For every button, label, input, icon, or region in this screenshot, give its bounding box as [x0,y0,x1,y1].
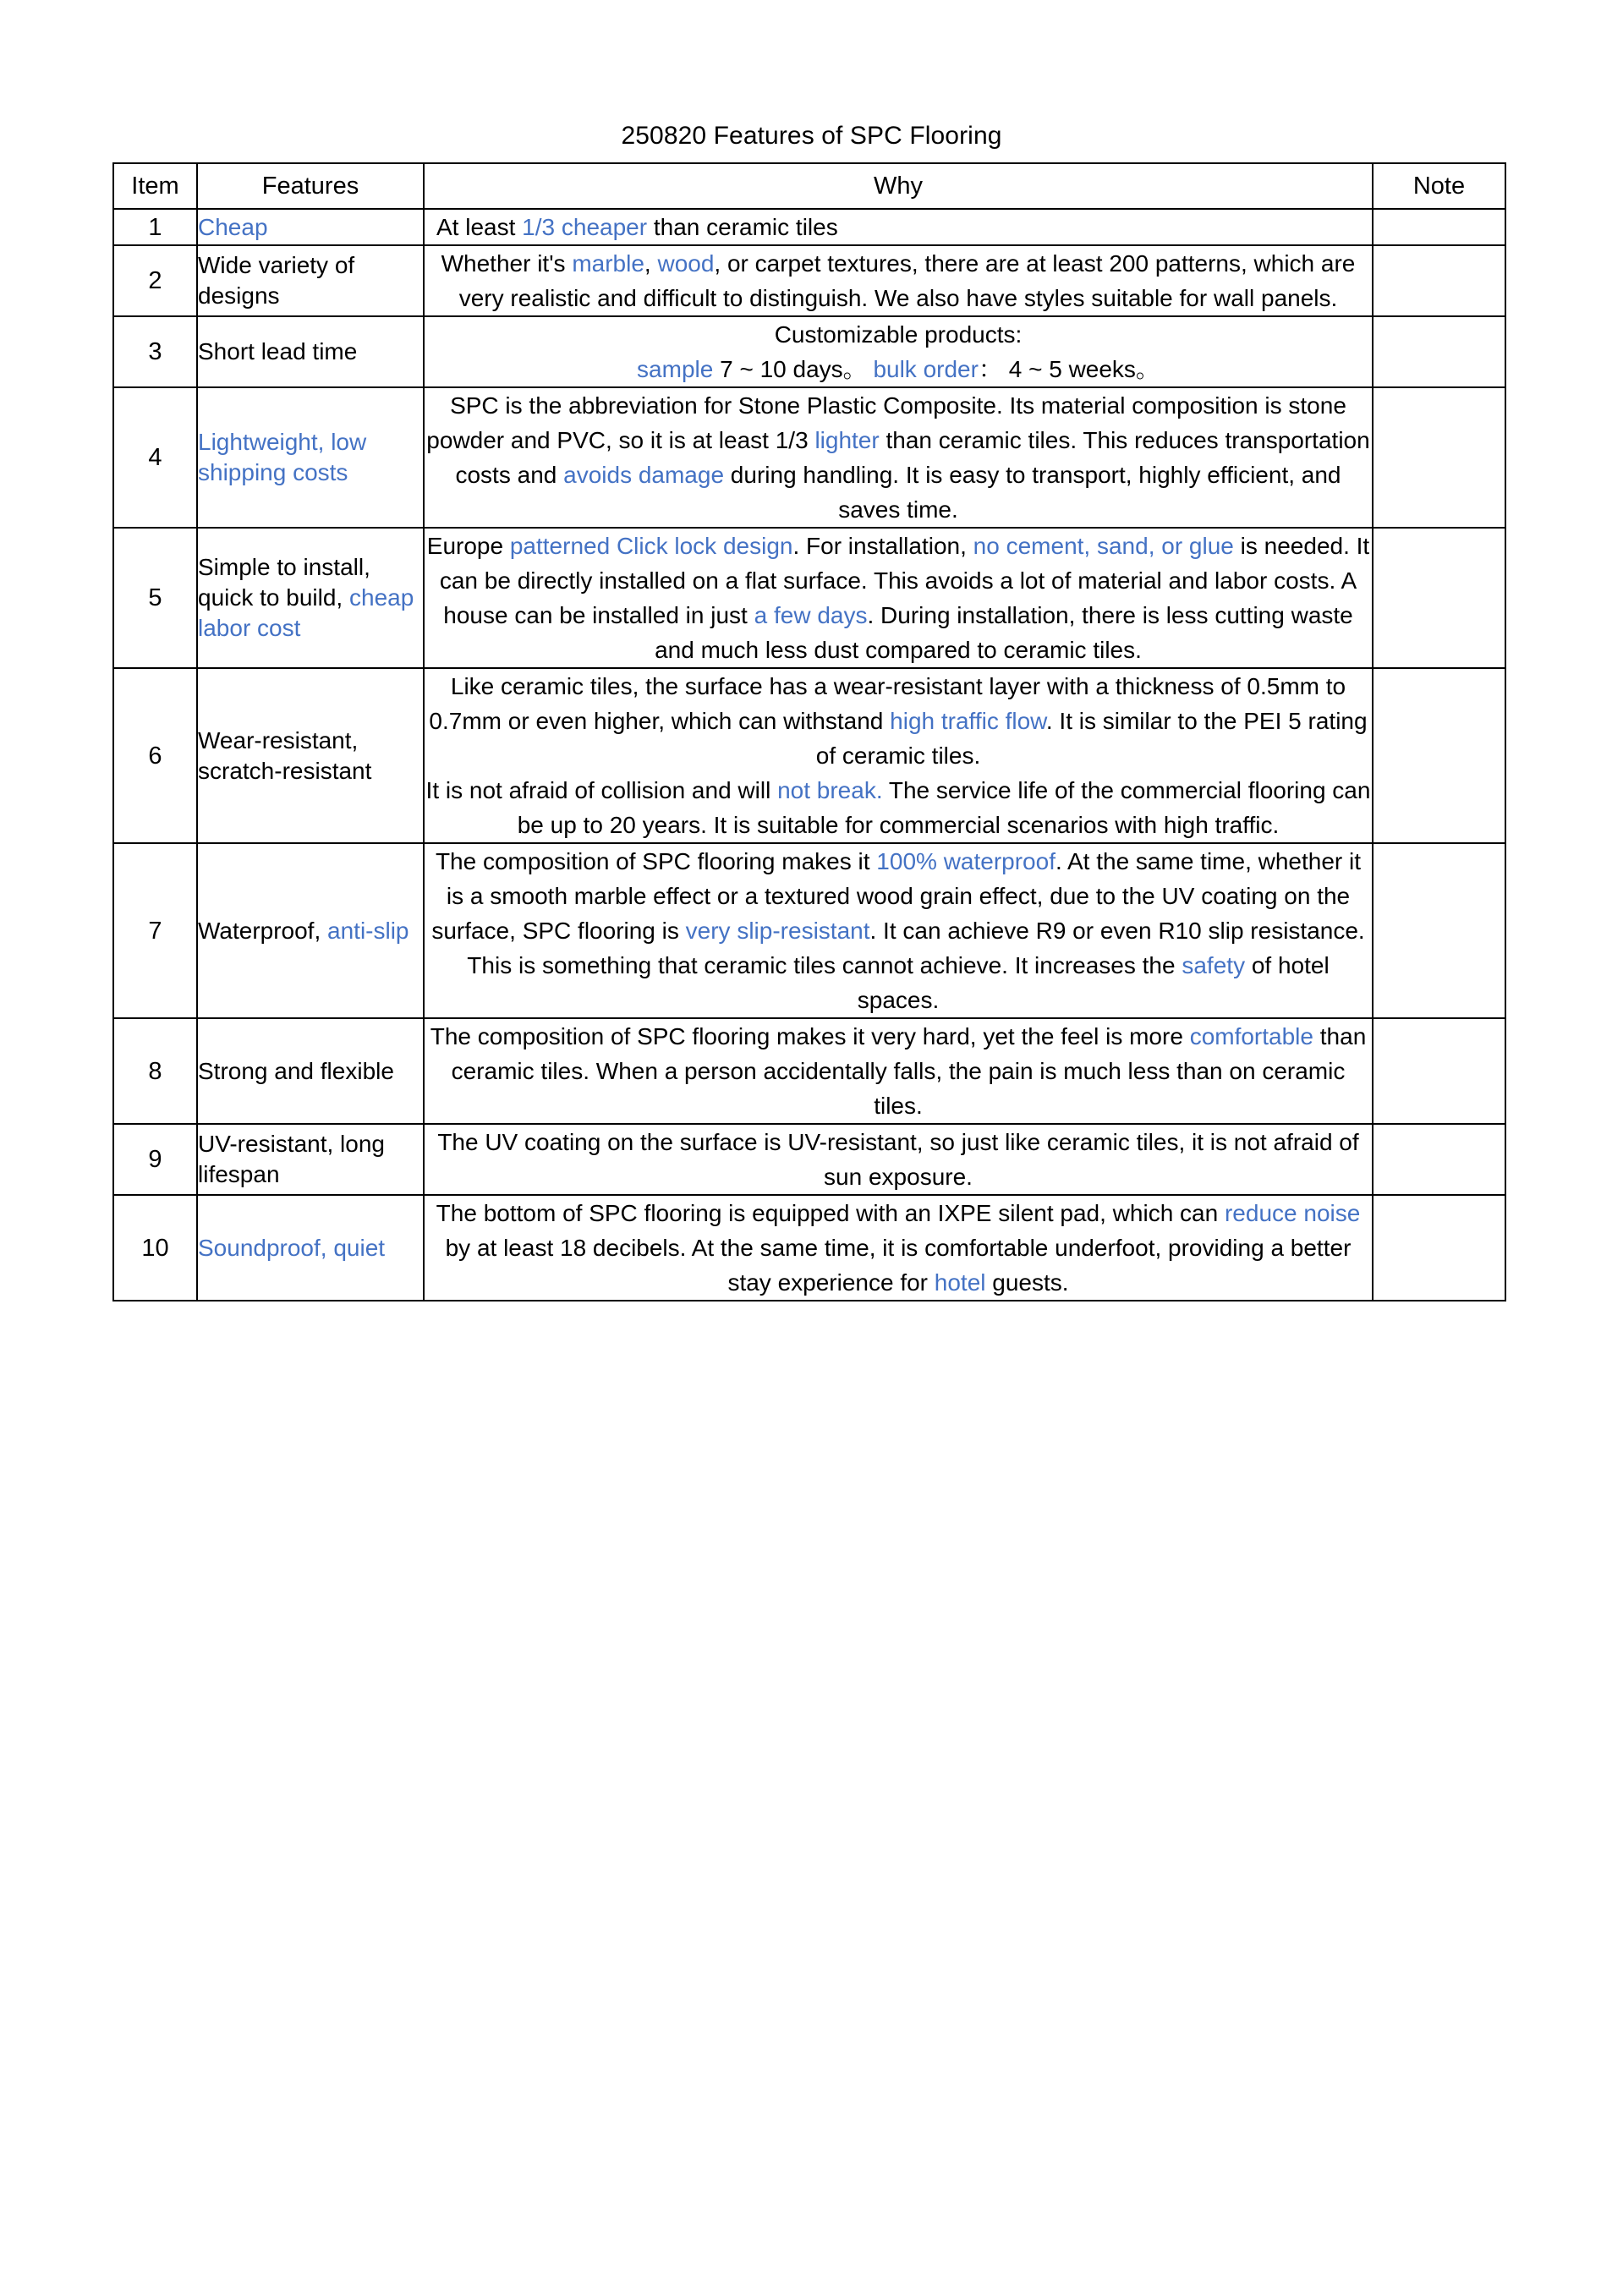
cell-why [424,1124,1373,1195]
body-text: than ceramic tiles. This reduces transportation costs and [455,427,1370,488]
cell-why [424,209,1373,245]
accent-text: comfortable [1189,1023,1313,1049]
column-header-features: Features [197,163,424,209]
cell-why [424,316,1373,387]
table-row [113,843,1505,1018]
accent-text: marble [572,250,644,277]
body-text: than ceramic tiles [647,214,838,240]
accent-text: reduce noise [1224,1200,1361,1226]
body-text: Simple to install, quick to build, [198,554,370,611]
why-paragraph [425,669,1372,773]
table-row [113,1124,1505,1195]
body-text: Customizable products: [774,321,1023,348]
body-text: The composition of SPC flooring makes it [435,848,877,874]
body-text: of hotel spaces. [857,952,1330,1013]
body-text: Waterproof, [198,917,328,944]
table-body [113,209,1505,1301]
accent-text: 100% waterproof [876,848,1055,874]
cell-feature [197,668,424,843]
cell-why [424,387,1373,528]
accent-text: bulk order [873,356,979,382]
accent-text: sample [637,356,714,382]
accent-text: lighter [814,427,880,453]
body-text: , or carpet textures, there are at least 200 patterns, which are very realistic and difficult to distinguish. We also have styles suitable for wall panels. [458,250,1356,311]
why-paragraph [425,352,1372,386]
cell-note [1373,209,1505,245]
body-text: Strong and flexible [198,1057,394,1084]
accent-text: hotel [934,1269,986,1296]
accent-text: Soundproof, quiet [198,1234,386,1261]
accent-text: Cheap [198,213,268,240]
cell-feature [197,245,424,316]
body-text: Whether it's [441,250,573,277]
table-row [113,209,1505,245]
cell-why [424,245,1373,316]
body-text: The service life of the commercial flooring can be up to 20 years. It is suitable for commercial scenarios with high traffic. [517,777,1371,838]
cell-feature [197,209,424,245]
body-text: . At the same time, whether it is a smooth marble effect or a textured wood grain effect, due to the UV coating on the surface, SPC flooring is [431,848,1362,944]
table-row [113,316,1505,387]
cell-feature [197,1124,424,1195]
accent-text: wood [657,250,715,277]
cell-note [1373,1018,1505,1124]
table-header-row [113,163,1505,209]
column-header-why: Why [424,163,1373,209]
cell-item: 4 [113,387,197,528]
cell-item: 1 [113,209,197,245]
cell-note [1373,316,1505,387]
body-text: is needed. It can be directly installed on a flat surface. This avoids a lot of material and labor costs. A house can be installed in just [439,533,1370,628]
accent-text: avoids damage [563,462,725,488]
cell-item: 6 [113,668,197,843]
cell-feature [197,528,424,668]
cell-note [1373,843,1505,1018]
cell-why [424,1195,1373,1301]
body-text: . For installation, [792,533,973,559]
body-text: ： 4 ~ 5 weeks。 [978,356,1160,382]
cell-why [424,843,1373,1018]
cell-note [1373,245,1505,316]
body-text: . It can achieve R9 or even R10 slip resistance. This is something that ceramic tiles cannot achieve. It increases the [467,918,1365,978]
accent-text: anti-slip [327,917,409,944]
accent-text: high traffic flow [890,708,1046,734]
cell-item: 8 [113,1018,197,1124]
table-row [113,668,1505,843]
accent-text: patterned Click lock design [509,533,793,559]
table-row [113,1018,1505,1124]
body-text: Like ceramic tiles, the surface has a wear-resistant layer with a thickness of 0.5mm to 0.7mm or even higher, which can withstand [429,673,1346,734]
body-text: Europe [426,533,510,559]
table-row [113,387,1505,528]
why-paragraph [425,317,1372,352]
cell-feature [197,316,424,387]
page-title: 250820 Features of SPC Flooring [621,122,1002,150]
body-text: , [644,250,658,277]
cell-feature [197,387,424,528]
body-text: Wide variety of designs [198,252,355,309]
cell-feature [197,843,424,1018]
cell-why [424,1018,1373,1124]
cell-item: 10 [113,1195,197,1301]
cell-item: 9 [113,1124,197,1195]
body-text: guests. [985,1269,1069,1296]
body-text: Wear-resistant, scratch-resistant [198,726,372,784]
accent-text: safety [1182,952,1246,978]
body-text: during handling. It is easy to transport, highly efficient, and saves time. [724,462,1341,523]
why-paragraph [425,773,1372,842]
cell-note [1373,1124,1505,1195]
cell-note [1373,387,1505,528]
cell-feature [197,1018,424,1124]
body-text: SPC is the abbreviation for Stone Plastic Composite. Its material composition is stone powder and PVC, so it is at least 1/3 [426,392,1346,453]
accent-text: very slip-resistant [685,918,870,944]
accent-text: a few days [754,602,868,628]
body-text: The UV coating on the surface is UV-resistant, so just like ceramic tiles, it is not afraid of sun exposure. [437,1129,1359,1190]
column-header-item: Item [113,163,197,209]
body-text: The composition of SPC flooring makes it very hard, yet the feel is more [430,1023,1190,1049]
accent-text: 1/3 cheaper [522,214,648,240]
cell-note [1373,528,1505,668]
accent-text: Lightweight, low shipping costs [198,429,367,485]
cell-item: 3 [113,316,197,387]
cell-note [1373,1195,1505,1301]
cell-item: 5 [113,528,197,668]
cell-feature [197,1195,424,1301]
cell-item: 7 [113,843,197,1018]
body-text: by at least 18 decibels. At the same time, it is comfortable underfoot, providing a better stay experience for [445,1235,1352,1296]
accent-text: not break. [777,777,883,803]
body-text: Short lead time [198,338,358,364]
cell-why [424,528,1373,668]
cell-why [424,668,1373,843]
body-text: At least [436,214,523,240]
accent-text: no cement, sand, or glue [973,533,1234,559]
table-row [113,1195,1505,1301]
body-text: . During installation, there is less cutting waste and much less dust compared to ceramic tiles. [655,602,1353,663]
table-row [113,528,1505,668]
cell-item: 2 [113,245,197,316]
body-text: UV-resistant, long lifespan [198,1131,385,1187]
table-row [113,245,1505,316]
column-header-note: Note [1373,163,1505,209]
body-text: than ceramic tiles. When a person accidentally falls, the pain is much less than on ceramic tiles. [451,1023,1367,1119]
body-text: 7 ~ 10 days。 [713,356,874,382]
body-text: It is not afraid of collision and will [425,777,778,803]
body-text: . It is similar to the PEI 5 rating of ceramic tiles. [815,708,1368,769]
accent-text: cheap labor cost [198,584,414,641]
body-text: The bottom of SPC flooring is equipped with an IXPE silent pad, which can [436,1200,1225,1226]
cell-note [1373,668,1505,843]
features-table [112,162,1506,1301]
